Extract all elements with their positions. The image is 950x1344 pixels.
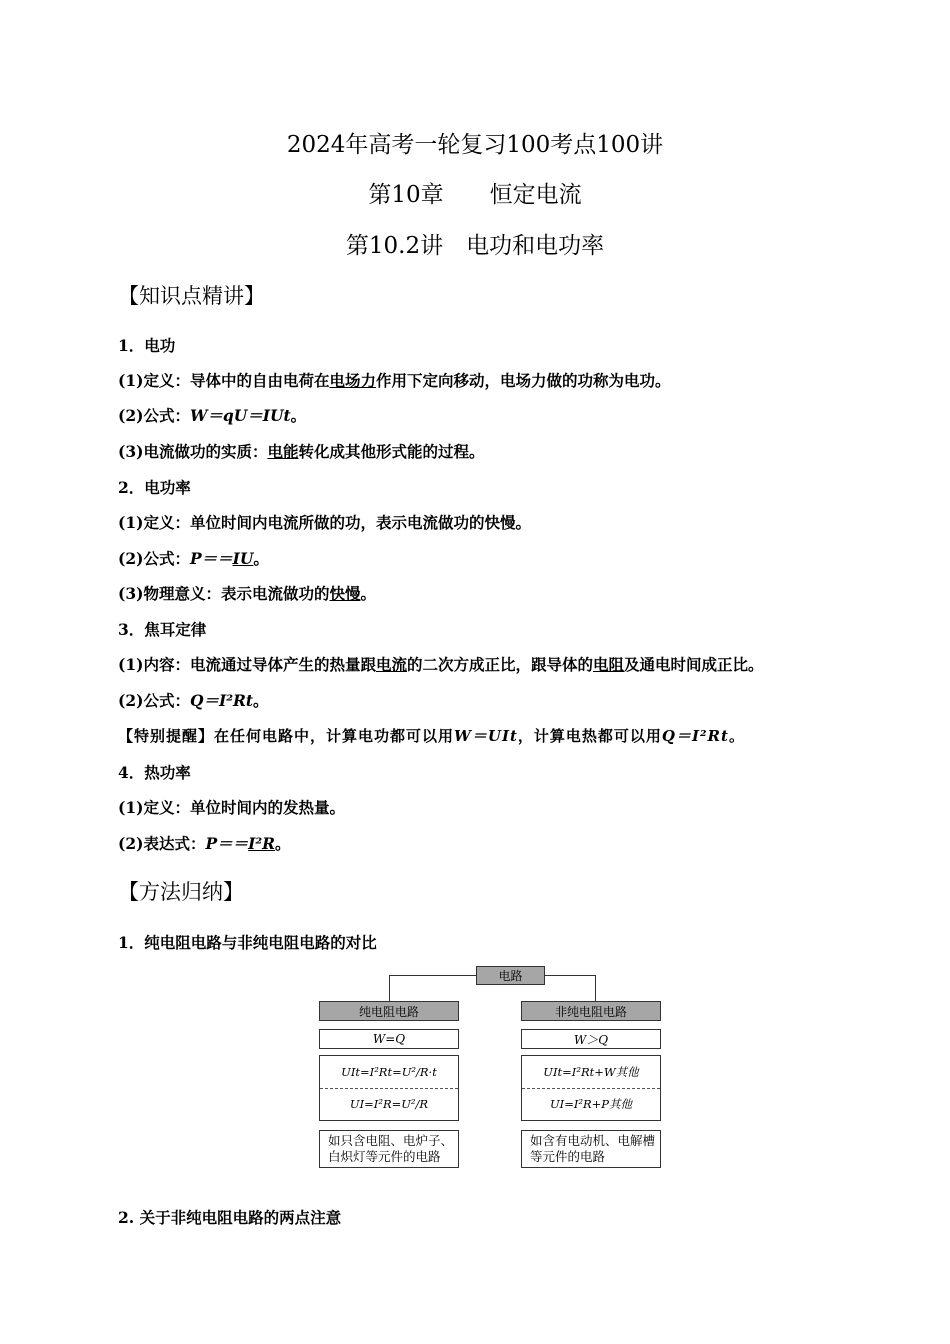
connector-right-vertical [595, 975, 596, 1001]
heading-electric-power: 2．电功率 [118, 478, 191, 497]
chapter-title: 第10章 恒定电流 [368, 182, 582, 208]
non-pure-resistance-formula-1: UIt=I²Rt+W其他 [543, 1065, 639, 1079]
connector-right-horizontal [545, 975, 596, 976]
electric-work-definition: (1)定义：导体中的自由电荷在电场力作用下定向移动，电场力做的功称为电功。 [118, 371, 671, 390]
joule-law-content: (1)内容：电流通过导体产生的热量跟电流的二次方成正比，跟导体的电阻及通电时间成正比。 [118, 655, 764, 674]
non-pure-resistance-relation: W＞Q [521, 1029, 661, 1049]
pure-resistance-example-line1: 如只含电阻、电炉子、 [328, 1133, 454, 1148]
pure-resistance-formulas [319, 1055, 459, 1121]
pure-resistance-formula-2: UI=I²R=U²/R [349, 1097, 429, 1111]
connector-left-horizontal [389, 975, 476, 976]
non-pure-resistance-formulas [521, 1055, 661, 1121]
non-pure-resistance-formula-2: UI=I²R+P其他 [549, 1097, 633, 1111]
non-pure-resistance-example [521, 1130, 661, 1168]
electric-power-definition: (1)定义：单位时间内电流所做的功，表示电流做功的快慢。 [118, 513, 531, 532]
pure-resistance-example [319, 1130, 459, 1168]
diagram-root-box: 电路 [476, 966, 545, 985]
heading-joule-law: 3．焦耳定律 [118, 620, 207, 639]
pure-resistance-relation: W=Q [319, 1029, 459, 1049]
electric-work-formula: (2)公式：W＝qU＝IUt。 [118, 406, 307, 425]
heading-heat-power: 4．热功率 [118, 763, 191, 782]
pure-resistance-formula-1: UIt=I²Rt=U²/R·t [341, 1065, 437, 1079]
non-pure-resistance-example-line1: 如含有电动机、电解槽 [530, 1133, 656, 1148]
special-reminder: 【特别提醒】在任何电路中，计算电功都可以用W＝UIt，计算电热都可以用Q＝I²Rt。 [118, 727, 745, 745]
connector-left-vertical [389, 975, 390, 1001]
section-knowledge-heading: 【知识点精讲】 [118, 284, 265, 308]
heat-power-formula: (2)表达式：P＝＝I²R。 [118, 834, 291, 853]
non-pure-resistance-example-line2: 等元件的电路 [530, 1149, 606, 1164]
electric-power-meaning: (3)物理意义：表示电流做功的快慢。 [118, 584, 376, 603]
electric-work-essence: (3)电流做功的实质：电能转化成其他形式能的过程。 [118, 442, 485, 461]
joule-law-formula: (2)公式：Q＝I²Rt。 [118, 691, 269, 710]
document-title: 2024年高考一轮复习100考点100讲 [286, 132, 664, 158]
heading-non-pure-notes: 2. 关于非纯电阻电路的两点注意 [118, 1208, 342, 1227]
pure-resistance-title: 纯电阻电路 [319, 1001, 459, 1021]
circuit-comparison-diagram [315, 962, 665, 1172]
non-pure-resistance-title: 非纯电阻电路 [521, 1001, 661, 1021]
lecture-title: 第10.2讲 电功和电功率 [345, 233, 605, 259]
pure-resistance-example-line2: 白炽灯等元件的电路 [328, 1149, 441, 1164]
heat-power-definition: (1)定义：单位时间内的发热量。 [118, 798, 345, 817]
electric-power-formula: (2)公式：P＝＝IU。 [118, 549, 269, 568]
heading-electric-work: 1．电功 [118, 336, 176, 355]
section-method-heading: 【方法归纳】 [118, 880, 244, 904]
heading-circuit-comparison: 1．纯电阻电路与非纯电阻电路的对比 [118, 933, 377, 952]
